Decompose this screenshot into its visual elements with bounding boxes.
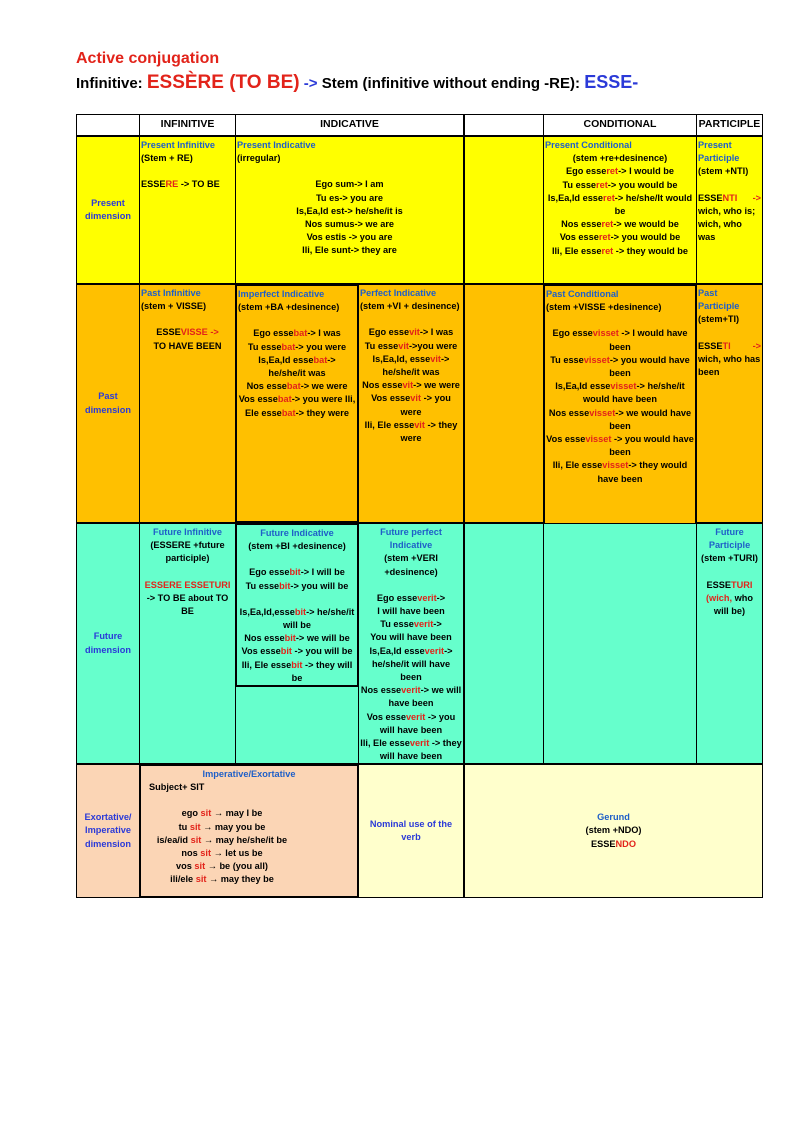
gerund-cell: Gerund (stem +NDO) ESSENDO: [464, 764, 763, 898]
row-label-past: Past dimension: [76, 284, 140, 523]
gerund-title: Gerund: [597, 812, 630, 823]
page-title: Active conjugation: [76, 50, 220, 67]
present-infinitive-cell: Present Infinitive (Stem + RE) ESSERE -> TO BE: [139, 136, 236, 284]
present-indicative-title: Present Indicative: [237, 140, 316, 150]
row-label-future: Future dimension: [76, 523, 140, 764]
imperative-forms: ego sit → may I be tu sit → may you be is/ea/id sit → may he/she/it be nos sit → let us be vos sit → be (you all) ili/ele sit → may they be: [156, 808, 288, 885]
past-imperfect-cell: Imperfect Indicative (stem +BA +desinence) Ego essebat-> I was Tu essebat-> you were Is,Ea,Id essebat-> he/she/it was Nos essebat-> we were Vos essebat-> you were Ili, Ele essebat-> they were: [235, 284, 359, 523]
verb-infinitive: ESSÈRE: [146, 72, 224, 93]
future-indicative-empty: [235, 686, 359, 764]
row-label-present: Present dimension: [76, 136, 140, 284]
past-infinitive-title: Past Infinitive: [141, 288, 201, 298]
row-label-exortative: Exortative/ Imperative dimension: [76, 764, 140, 898]
present-empty-cell: [464, 136, 544, 284]
future-empty-cell: [464, 523, 544, 764]
present-participle-title: Present Participle: [698, 140, 740, 164]
past-participle-title: Past Participle: [698, 288, 740, 312]
header-indicative: INDICATIVE: [235, 114, 464, 136]
future-participle-cell: Future Participle (stem +TURI) ESSETURI (wich, who will be): [696, 523, 763, 764]
page-subtitle: Infinitive: ESSÈRE (TO BE) -> Stem (infinitive without ending -RE): ESSE-: [76, 72, 639, 93]
header-empty-middle: [464, 114, 544, 136]
nominal-use-cell: Nominal use of the verb: [358, 764, 464, 898]
present-infinitive-title: Present Infinitive: [141, 140, 216, 150]
past-perfect-title: Perfect Indicative: [360, 288, 437, 298]
past-imperfect-title: Imperfect Indicative: [238, 289, 325, 299]
future-perfect-cell: Future perfect Indicative (stem +VERI +desinence) Ego esseverit-> I will have been Tu esseverit-> You will have been Is,Ea,Id esseverit-> he/she/it will have been Nos esseverit-> we will have been Vos esseverit -> you will have been Ili, Ele esseverit -> they will have been: [358, 523, 464, 764]
header-participle: PARTICIPLE: [696, 114, 763, 136]
future-infinitive-title: Future Infinitive: [153, 527, 222, 537]
future-participle-title: Future Participle: [708, 527, 751, 551]
future-indicative-cell: Future Indicative (stem +BI +desinence) Ego essebit-> I will be Tu essebit-> you will be Is,Ea,Id,essebit-> he/she/it will be Nos essebit-> we will be Vos essebit -> you will be Ili, Ele essebit -> they will be: [235, 523, 359, 687]
past-perfect-cell: Perfect Indicative (stem +VI + desinence) Ego essevit-> I was Tu essevit->you were Is,Ea,Id, essevit-> he/she/it was Nos essevit-> we were Vos essevit -> you were Ili, Ele essevit -> they were: [358, 284, 464, 523]
verb-stem: ESSE-: [584, 72, 639, 92]
future-perfect-title: Future perfect Indicative: [380, 527, 442, 551]
present-conditional-title: Present Conditional: [545, 140, 632, 150]
present-conditional-cell: Present Conditional (stem +re+desinence) Ego esseret-> I would be Tu esseret-> you would be Is,Ea,Id esseret-> he/she/It would be Nos esseret-> we would be Vos esseret-> you would be Ili, Ele esseret -> they would be: [543, 136, 697, 284]
past-infinitive-cell: Past Infinitive (stem + VISSE) ESSEVISSE -> TO HAVE BEEN: [139, 284, 236, 523]
present-indicative-forms: Ego sum-> I am Tu es-> you are Is,Ea,Id est-> he/she/it is Nos sumus-> we are Vos estis -> you are Ili, Ele sunt-> they are: [296, 179, 403, 256]
present-participle-cell: Present Participle (stem +NTI) ESSENTI -> wich, who is; wich, who was: [696, 136, 763, 284]
past-empty-cell: [464, 284, 544, 523]
header-infinitive: INFINITIVE: [139, 114, 236, 136]
header-conditional: CONDITIONAL: [543, 114, 697, 136]
past-conditional-cell: Past Conditional (stem +VISSE +desinence) Ego essevisset -> I would have been Tu essevisset-> you would have been Is,Ea,Id essevisset-> he/she/it would have been Nos essevisset-> we would have been Vos essevisset -> you would have been Ili, Ele essevisset-> they would have been: [543, 284, 697, 525]
past-conditional-title: Past Conditional: [546, 289, 619, 299]
header-empty-left: [76, 114, 140, 136]
imperative-cell: Imperative/Exortative Subject+ SIT ego sit → may I be tu sit → may you be is/ea/id sit → may he/she/it be nos sit → let us be vos sit → be (you all) ili/ele sit → may they be: [139, 764, 359, 898]
future-conditional-cell: [543, 523, 697, 764]
past-participle-cell: Past Participle (stem+TI) ESSETI -> wich, who has been: [696, 284, 763, 523]
present-indicative-cell: Present Indicative (irregular) Ego sum-> I am Tu es-> you are Is,Ea,Id est-> he/she/it is Nos sumus-> we are Vos estis -> you are Ili, Ele sunt-> they are: [235, 136, 464, 284]
imperative-title: Imperative/Exortative: [202, 769, 296, 779]
future-infinitive-cell: Future Infinitive (ESSERE +future participle) ESSERE ESSETURI -> TO BE about TO BE: [139, 523, 236, 764]
future-indicative-title: Future Indicative: [260, 528, 334, 538]
